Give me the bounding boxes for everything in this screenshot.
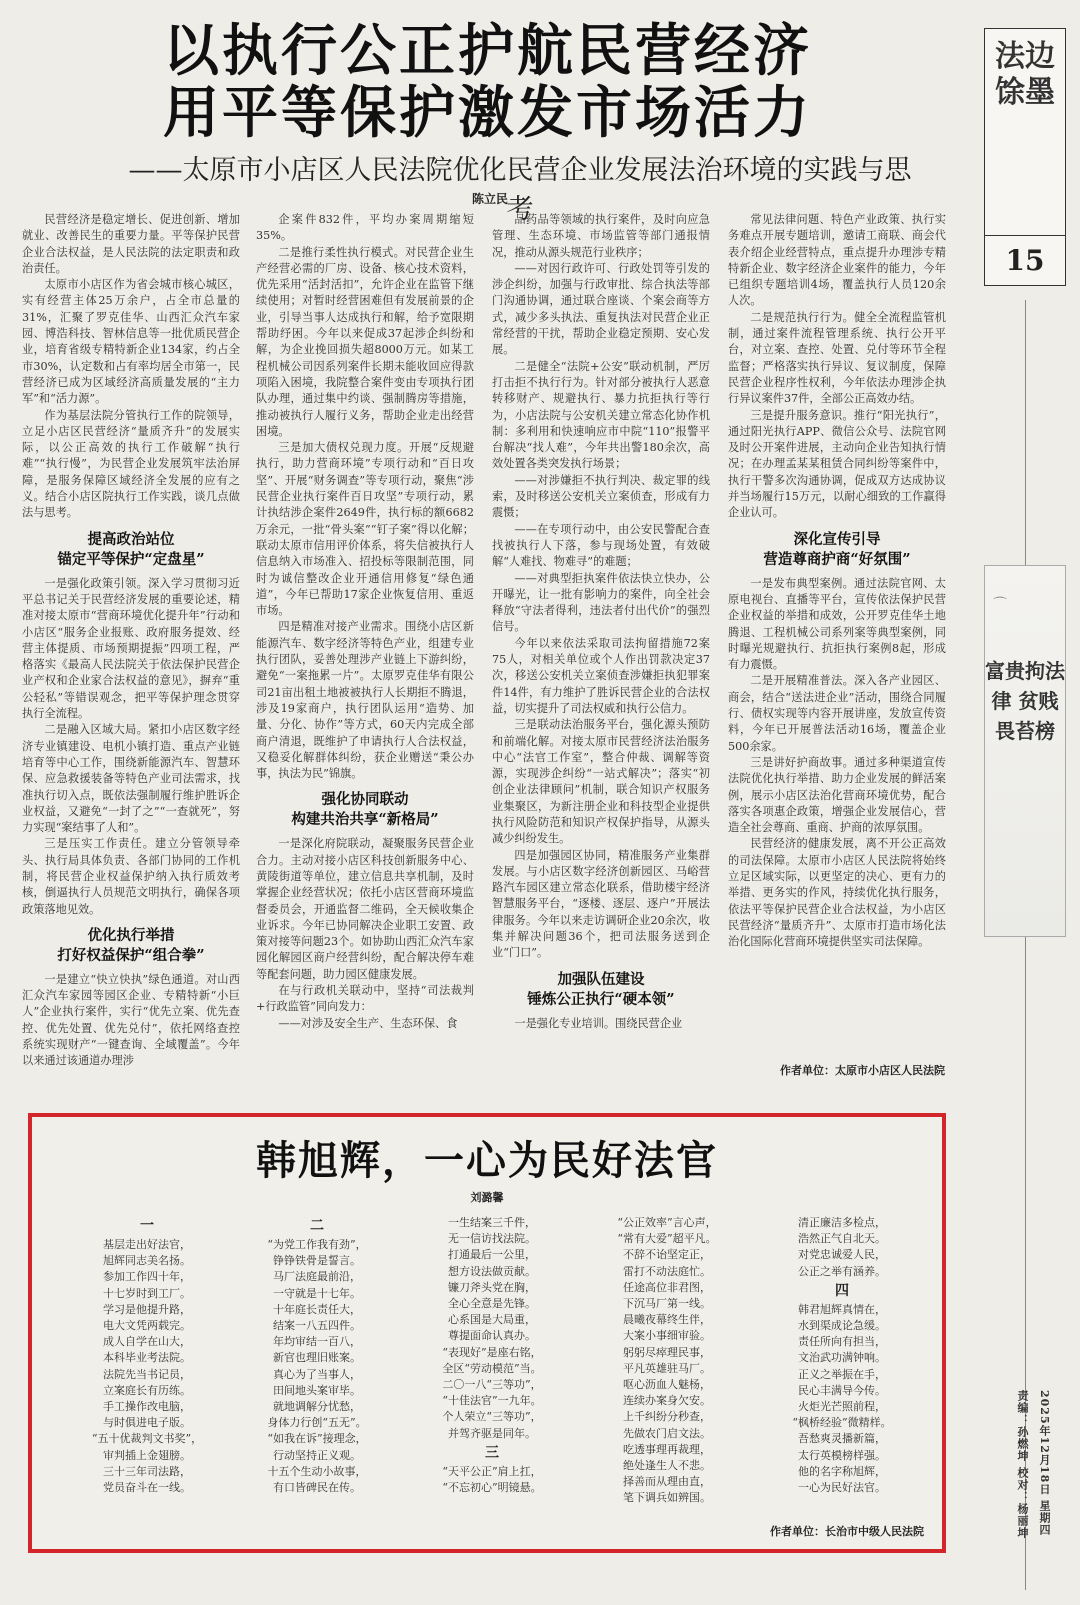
article-paragraph: 一是强化政策引领。深入学习贯彻习近平总书记关于民营经济发展的重要论述，精准对接太原市“营商环境优化提升年”行动和小店区“服务企业报账、政府服务提效、经营主体提质、市场预期提振”四项工程，严格落实《最高人民法院关于依法保护民营企业产权和企业家合法权益的意见》，摒弃“重公轻私”等错误观念，把平等保护理念贯穿执行全流程。 (22, 576, 240, 721)
article-paragraph: ——对典型拒执案件依法快立快办，公开曝光，让一批有影响力的案件，向全社会释放“守法者得利，违法者付出代价”的强烈信号。 (492, 571, 710, 634)
poem-line: 责任所向有担当， (798, 1335, 886, 1349)
article-paragraph: ——对因行政许可、行政处罚等引发的涉企纠纷，加强与行政审批、综合执法等部门沟通协调，通过联合座谈、个案会商等方式，减少多头执法、重复执法对民营企业正常经营的干扰，帮助企业稳定预期、安心发展。 (492, 261, 710, 357)
poem-line: 个人荣立“三等功”， (442, 1410, 542, 1424)
poem-line: “天平公正”肩上扛， (442, 1464, 542, 1478)
poem-line: 心系国是大局重， (448, 1313, 536, 1327)
article-paragraph: 品药品等领域的执行案件，及时向应急管理、生态环境、市场监管等部门通报情况，推动从源头规范行业秩序； (492, 213, 710, 259)
section-heading: 强化协同联动 构建共治共享“新格局” (291, 791, 439, 829)
bird-icon: ⌒ (993, 597, 1007, 613)
poem-line: 马厂法庭最前沿， (273, 1270, 361, 1284)
article-byline: 陈立民 (471, 192, 508, 206)
poem-line: 并驾齐驱是同年。 (448, 1426, 536, 1440)
article-paragraph: 企案件832件，平均办案周期缩短35%。 (256, 213, 474, 243)
poem-line: 铮铮铁骨是誓言。 (273, 1254, 361, 1268)
poem-line: 一守就是十七年。 (273, 1286, 361, 1300)
poem-line: “不忘初心”明镜悬。 (442, 1481, 542, 1495)
poem-line: “五十优裁判文书奖”， (91, 1432, 203, 1446)
poem-line: 二〇一八“三等功”， (442, 1378, 542, 1392)
article-paragraph: 太原市小店区作为省会城市核心城区，实有经营主体25万余户，占全市总量的31%，汇聚了罗克佳华、山西汇众汽车家园、博浩科技、智林信息等一批优质民营企业，培育省级专精特新企业134家，约占全市30%，认定数和占有率均居全市第一，民营经济已成为区域经济高质量发展的“主力军”和“活力源”。 (22, 278, 240, 406)
poem-line: 有口皆碑民在传。 (273, 1481, 361, 1495)
headline-line-1: 以执行公正护航民营经济 (163, 18, 812, 84)
poem-line: 无一信访找法院。 (448, 1232, 536, 1246)
poem-line: 全心全意是先锋。 (448, 1297, 536, 1311)
article-paragraph: 一是建立“快立快执”绿色通道。对山西汇众汽车家园等园区企业、专精特新“小巨人”企业执行案件，实行“优先立案、优先查控、优先处置、优先兑付”，依托网络查控系统实现财产“一键查询、全域覆盖”。今年以来通过该通道办理涉 (22, 972, 240, 1068)
poem-line: 对党忠诚爱人民， (798, 1248, 886, 1262)
poem-line: 本科毕业考法院。 (103, 1351, 191, 1365)
poem-line: 十七岁时到工厂。 (103, 1286, 191, 1300)
poem-byline: 刘潞馨 (470, 1191, 504, 1204)
poem-line: 太行英模榜样强。 (798, 1448, 886, 1462)
poem-line: 尊提面命认真办。 (448, 1329, 536, 1343)
poem-line: 与时俱进电子版。 (103, 1416, 191, 1430)
poem-line: 先做农门启文法。 (623, 1426, 711, 1440)
date-line: 2025年12月18日 星期四 (1038, 1390, 1051, 1537)
poem-line: 浩然正气自北天。 (798, 1232, 886, 1246)
article-paragraph: 三是压实工作责任。建立分管领导牵头、执行局具体负责、各部门协同的工作机制，将民营企业权益保护纳入执行质效考核，倒逼执行人员规范文明执行，确保各项政策落地见效。 (22, 837, 240, 916)
poem-box (28, 1113, 946, 1553)
motto-panel (984, 565, 1066, 937)
article-paragraph: 一是发布典型案例。通过法院官网、太原电视台、直播等平台，宣传依法保护民营企业权益的举措和成效，公开罗克佳华土地腾退、工程机械公司系列案等典型案例，同时曝光规避执行、抗拒执行案例8起，形成有力震慑。 (728, 576, 946, 672)
poem-line: “如我在诉”接理念， (267, 1432, 367, 1446)
poem-line: 全区“劳动模范”当。 (442, 1361, 542, 1375)
column-name-box (984, 28, 1066, 286)
poem-line: 雷打不动法庭忙。 (623, 1264, 711, 1278)
poem-line: 法院先当书记员， (103, 1367, 191, 1381)
poem-line: 参加工作四十年， (103, 1270, 191, 1284)
column-name: 法边馀墨 (995, 39, 1055, 110)
page-number: 15 (985, 235, 1065, 277)
article-paragraph: 作为基层法院分管执行工作的院领导，立足小店区民营经济“量质齐升”的发展实际，以公正高效的执行工作破解“执行难”“执行慢”，为民营企业发展筑牢法治屏障，是服务保障区域经济全发展的应有之义。结合小店区院执行工作实践，谈几点做法与思考。 (22, 408, 240, 520)
article-paragraph: 二是健全“法院+公安”联动机制，严厉打击拒不执行行为。针对部分被执行人恶意转移财产、规避执行、暴力抗拒执行等行为，小店法院与公安机关建立常态化协作机制：多利用和快速响应市中院“110”报警平台解决“找人难”，今年共出警180余次，高效处置各类突发执行场景； (492, 359, 710, 471)
poem-line: 任途高位非君图， (623, 1280, 711, 1294)
poem-line: 电大文凭两载完。 (103, 1319, 191, 1333)
poem-line: 田间地头案审毕。 (273, 1383, 361, 1397)
poem-line: 火炬光芒照前程， (798, 1400, 886, 1414)
poem-line: 躬躬尽瘁理民事， (623, 1345, 711, 1359)
poem-line: 身体力行创“五无”。 (267, 1416, 367, 1430)
article-paragraph: 民营经济的健康发展，离不开公正高效的司法保障。太原市小店区人民法院将始终立足区域实际，以更坚定的决心、更有力的举措、更务实的作风，持续优化执行服务，依法平等保护民营企业合法权益，为小店区民营经济“量质齐升”、太原市打造市场化法治化国际化营商环境提供坚实司法保障。 (728, 837, 946, 949)
poem-line: 正义之举振在手， (798, 1367, 886, 1381)
poem-line: “公正效率”言心声， (617, 1216, 717, 1229)
subtitle: ——太原市小店区人民法院优化民营企业发展法治环境的实践与思考 (128, 155, 912, 225)
poem-line: 十年庭长责任大， (273, 1302, 361, 1316)
article-paragraph: 二是融入区域大局。紧扣小店区数字经济专业镇建设、电机小镇打造、重点产业链培育等中心工作，围绕新能源汽车、智慧环保、应急救援装备等特色产业司法需求，找准执行切入点，既依法强制履行维护胜诉企业权益，又避免“一封了之”“一查就死”，努力实现“案结事了人和”。 (22, 723, 240, 835)
article-paragraph: 三是提升服务意识。推行“阳光执行”，通过阳光执行APP、微信公众号、法院官网及时公开案件进展，主动向企业告知执行情况；在办理孟某某租赁合同纠纷等案件中，执行干警多次沟通协调，促成双方达成协议并当场履行15万元，以耐心细致的工作赢得企业认可。 (728, 408, 946, 520)
poem-line: 一心为民好法官。 (798, 1481, 886, 1495)
poem-line: 上千纠纷分秒查， (623, 1410, 711, 1424)
poem-title: 韩旭辉，一心为民好法官 (256, 1137, 718, 1184)
poem-line: 一生结案三千件， (448, 1216, 536, 1229)
poem-line: 笔下调兵如辨国。 (623, 1491, 711, 1505)
poem-line: 行动坚持正义观。 (273, 1448, 361, 1462)
poem-line: 旭辉同志美名扬。 (103, 1254, 191, 1268)
poem-line: 吾愁爽灵播新篇， (798, 1432, 886, 1446)
article-column-3 (492, 212, 710, 1072)
poem-line: 民心丰满导今传。 (798, 1383, 886, 1397)
article-column-1 (22, 212, 240, 1072)
article-paragraph: 今年以来依法采取司法拘留措施72案75人，对相关单位或个人作出罚款决定37次，移送公安机关立案侦查涉嫌拒执犯罪案件14件，有力维护了胜诉民营企业的合法权益，切实提升了司法权威和执行公信力。 (492, 636, 710, 715)
article-paragraph: 民营经济是稳定增长、促进创新、增加就业、改善民生的重要力量。平等保护民营企业合法权益，是人民法院的法定职责和政治责任。 (22, 213, 240, 275)
poem-column-2 (242, 1215, 392, 1496)
poem-line: 晨曦夜幕终生伴， (623, 1313, 711, 1327)
article-paragraph: 二是开展精准普法。深入各产业园区、商会，结合“送法进企业”活动，围绕合同履行、债权实现等内容开展讲座，发放宣传资料，今年已开展普法活动16场，覆盖企业500余家。 (728, 674, 946, 753)
article-paragraph: 四是加强园区协同，精准服务产业集群发展。与小店区数字经济创新园区、马峪营路汽车园区建立常态化联系，借助楼宇经济智慧服务平台，“逐楼、逐层、逐户”开展法律服务。今年以来走访调研企业20余次，收集并解决问题36个，把司法服务送到企业“门口”。 (492, 848, 710, 960)
poem-line: 镰刀斧头党在胸， (448, 1280, 536, 1294)
article-author-unit: 作者单位：太原市小店区人民法院 (780, 1064, 945, 1077)
poem-line: 成人自学在山大， (103, 1335, 191, 1349)
poem-line: “十佳法官”一九年。 (442, 1394, 542, 1408)
poem-line: 绝处逢生人不悲。 (623, 1459, 711, 1473)
poem-line: 十五个生动小故事， (267, 1464, 367, 1478)
poem-line: 不辞不诒坚定正， (623, 1248, 711, 1262)
section-heading: 提高政治站位 锚定平等保护“定盘星” (57, 530, 205, 568)
article-paragraph: 一是深化府院联动，凝聚服务民营企业合力。主动对接小店区科技创新服务中心、黄陵街道等单位，建立信息共享机制，及时掌握企业经营状况；依托小店区营商环境监督委员会，开通监督二维码，全天候收集企业诉求。今年已协同解决企业职工安置、政策对接等问题23个。如协助山西汇众汽车家园化解园区商户经营纠纷，配合解决停车难等配套问题，助力园区健康发展。 (256, 837, 474, 981)
poem-line: 文治武功满钟响。 (798, 1351, 886, 1365)
poem-line: 真心为了当事人， (273, 1367, 361, 1381)
article-paragraph: 四是精准对接产业需求。围绕小店区新能源汽车、数字经济等特色产业，组建专业执行团队，妥善处理涉产业链上下游纠纷，避免“一案拖累一片”。太原罗克佳华有限公司21亩出租土地被被执行人长期拒不腾退，涉及19家商户，执行团队运用“造势、加量、分化、协作”等方式，60天内完成全部商户清退，既维护了申请执行人合法权益，又稳妥化解群体纠纷，获企业赠送“秉公办事，执法为民”锦旗。 (256, 620, 474, 781)
article-paragraph: ——对涉及安全生产、生态环保、食 (278, 1016, 458, 1030)
poem-section-label: 一 (140, 1218, 154, 1234)
poem-line: 他的名字称旭辉， (798, 1464, 886, 1478)
poem-line: 连续办案身欠安。 (623, 1394, 711, 1408)
poem-section-label: 二 (310, 1218, 324, 1234)
article-paragraph: 三是联动法治服务平台，强化源头预防和前端化解。对接太原市民营经济法治服务中心“法官工作室”，整合仲裁、调解等资源，实现涉企纠纷“一站式解决”；落实“初创企业法律顾问”机制，联合知识产权服务业集聚区，为新注册企业和科技型企业提供执行风险防范和知识产权保护指导，从源头减少纠纷发生。 (492, 718, 710, 846)
article-paragraph: 三是加大债权兑现力度。开展“反规避执行，助力营商环境”专项行动和“百日攻坚”、开展“财务调查”等专项行动，聚焦“涉民营企业执行案件百日攻坚”专项行动，累计执结涉企案件2649件，执行标的额6682万余元，一批“骨头案”“钉子案”得以化解；联动太原市信用评价体系，将失信被执行人信息纳入市场准入、招投标等限制范围，同时为诚信整改企业开通信用修复“绿色通道”，今年已帮助17家企业恢复信用、重返市场。 (256, 441, 474, 618)
article-column-4 (728, 212, 946, 949)
poem-line: 立案庭长有历练。 (103, 1383, 191, 1397)
article-paragraph: 三是讲好护商故事。通过多种渠道宣传法院优化执行举措、助力企业发展的鲜活案例，展示小店区法治化营商环境优势，配合落实各项惠企政策，增强企业发展信心，营造全社会尊商、重商、护商的浓厚氛围。 (728, 755, 946, 835)
poem-column-3 (417, 1215, 567, 1496)
article-paragraph: 二是规范执行行为。健全全流程监管机制，通过案件流程管理系统、执行公开平台，对立案、查控、处置、兑付等环节全程监督；严格落实执行异议、复议制度，保障民营企业程序性权利，今年依法办理涉企执行异议案件37件，全部公正高效办结。 (728, 310, 946, 406)
poem-column-4 (592, 1215, 742, 1507)
poem-line: 择善而从理由直， (623, 1475, 711, 1489)
article-paragraph: ——在专项行动中，由公安民警配合查找被执行人下落，参与现场处置，有效破解“人难找、物难寻”的难题； (492, 522, 710, 569)
poem-author-unit: 作者单位：长治市中级人民法院 (770, 1525, 924, 1538)
poem-line: 结案一八五四件。 (273, 1319, 361, 1333)
poem-line: 三十三年司法路， (103, 1464, 191, 1478)
poem-line: 想方设法做贡献。 (448, 1264, 536, 1278)
article-paragraph: 在与行政机关联动中，坚持“司法裁判+行政监管”同向发力： (256, 984, 474, 1014)
poem-line: 手工操作改电脑， (103, 1400, 191, 1414)
poem-line: 就地调解分忧愁， (273, 1400, 361, 1414)
headline-line-2: 用平等保护激发市场活力 (163, 80, 812, 146)
section-heading: 加强队伍建设 锤炼公正执行“硬本领” (527, 970, 675, 1008)
poem-line: 年均审结一百八， (273, 1335, 361, 1349)
poem-line: 学习是他提升路， (103, 1302, 191, 1316)
poem-line: 下沉马厂第一线。 (623, 1297, 711, 1311)
poem-line: 清正廉洁多检点， (798, 1216, 886, 1229)
article-column-2 (256, 212, 474, 1072)
poem-section-label: 四 (835, 1282, 849, 1299)
poem-line: 大案小事细审验。 (623, 1329, 711, 1343)
poem-section-label: 三 (485, 1444, 499, 1461)
poem-line: 打通最后一公里， (448, 1248, 536, 1262)
article-paragraph: 一是强化专业培训。围绕民营企业 (514, 1016, 683, 1030)
poem-line: 基层走出好法官， (103, 1238, 191, 1251)
poem-line: 审判插上金翅膀。 (103, 1448, 191, 1462)
poem-line: 韩君旭辉真情在， (798, 1302, 886, 1316)
poem-column-5 (767, 1215, 917, 1496)
article-paragraph: 常见法律问题、特色产业政策、执行实务难点开展专题培训，邀请工商联、商会代表介绍企业经营特点，重点提升办理涉专精特新企业、数字经济企业案件的能力，今年已组织专题培训4场，覆盖执行人员120余人次。 (728, 213, 946, 308)
poem-line: 水到渠成论急缓。 (798, 1319, 886, 1333)
poem-line: “枫桥经验”微精样。 (792, 1416, 892, 1430)
poem-line: 公正之举有涵养。 (798, 1264, 886, 1278)
poem-line: “常有大爱”超平凡。 (617, 1232, 717, 1246)
motto-text: 富贵拘法律 贫贱畏苔榜 (985, 659, 1065, 743)
page-footer (1010, 1390, 1060, 1550)
poem-line: 党员奋斗在一线。 (103, 1481, 191, 1495)
poem-line: 新官也理旧账案。 (273, 1351, 361, 1365)
article-paragraph: 二是推行柔性执行模式。对民营企业生产经营必需的厂房、设备、核心技术资料，优先采用“活封活扣”，允许企业在监管下继续使用；对暂时经营困难但有发展前景的企业，引导当事人达成执行和解，给予宽限期帮助纾困。今年以来促成37起涉企纠纷和解，为企业挽回损失超8000万元。如某工程机械公司因系列案件长期未能收回应得款项陷入困境，我院整合案件变由专项执行团队办理，通过集中约谈、强制腾房等措施，推动被执行人履行义务，帮助企业走出经营困境。 (256, 245, 474, 438)
poem-line: 呕心沥血人魅杨， (623, 1378, 711, 1392)
article-paragraph: ——对涉嫌拒不执行判决、裁定罪的线索，及时移送公安机关立案侦查，形成有力震慑； (492, 473, 710, 520)
section-heading: 优化执行举措 打好权益保护“组合拳” (57, 926, 205, 964)
poem-line: “表现好”是座右铭， (442, 1345, 542, 1359)
editors-line: 责编：孙燃坤 校对：杨丽坤 (1016, 1390, 1029, 1539)
poem-line: 吃透事理再裁理， (623, 1442, 711, 1456)
poem-column-1 (72, 1215, 222, 1496)
poem-line: “为党工作我有劲”， (267, 1238, 367, 1251)
poem-line: 平凡英雄驻马厂。 (623, 1361, 711, 1375)
section-heading: 深化宣传引导 营造尊商护商“好氛围” (763, 530, 911, 568)
